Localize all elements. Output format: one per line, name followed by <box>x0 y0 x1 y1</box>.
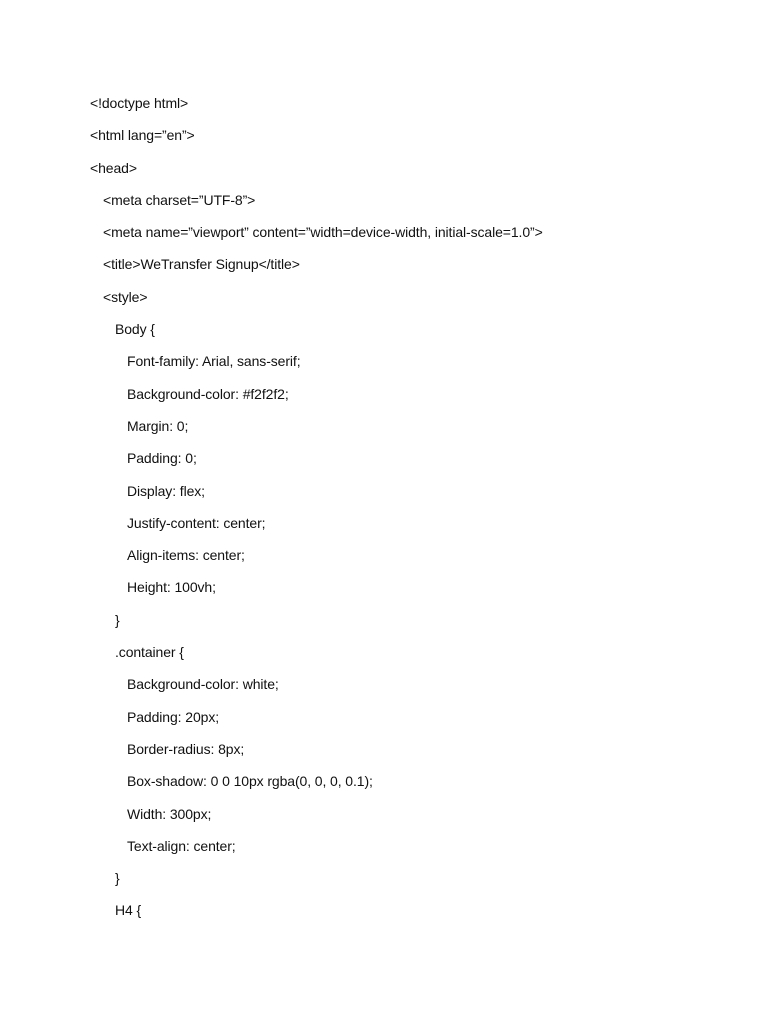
code-line-html-open: <html lang=”en”> <box>90 127 195 144</box>
code-line-body-close: } <box>115 611 120 628</box>
code-line-container-text-align: Text-align: center; <box>127 837 236 854</box>
code-line-meta-viewport: <meta name=”viewport” content=”width=device-width, initial-scale=1.0”> <box>103 224 543 241</box>
code-line-container-close: } <box>115 870 120 887</box>
code-line-container-background: Background-color: white; <box>127 676 279 693</box>
code-line-align-items: Align-items: center; <box>127 547 245 564</box>
code-line-height: Height: 100vh; <box>127 579 216 596</box>
code-line-container-box-shadow: Box-shadow: 0 0 10px rgba(0, 0, 0, 0.1); <box>127 773 373 790</box>
code-line-body-selector: Body { <box>115 321 155 338</box>
code-listing <box>90 91 730 931</box>
code-line-padding: Padding: 0; <box>127 450 197 467</box>
code-line-meta-charset: <meta charset=”UTF-8”> <box>103 191 256 208</box>
code-line-container-border-radius: Border-radius: 8px; <box>127 740 245 757</box>
code-line-display: Display: flex; <box>127 482 205 499</box>
code-line-background-color: Background-color: #f2f2f2; <box>127 385 289 402</box>
code-line-style-open: <style> <box>103 288 148 305</box>
code-line-h4-selector: H4 { <box>115 902 142 919</box>
code-line-container-selector: .container { <box>115 644 184 661</box>
code-line-head-open: <head> <box>90 159 137 176</box>
code-line-doctype: <!doctype html> <box>90 95 189 111</box>
code-line-container-padding: Padding: 20px; <box>127 708 220 725</box>
code-line-margin: Margin: 0; <box>127 417 189 434</box>
code-line-title: <title>WeTransfer Signup</title> <box>103 256 300 273</box>
code-line-container-width: Width: 300px; <box>127 805 212 822</box>
code-line-font-family: Font-family: Arial, sans-serif; <box>127 353 301 370</box>
code-line-justify-content: Justify-content: center; <box>127 514 266 531</box>
